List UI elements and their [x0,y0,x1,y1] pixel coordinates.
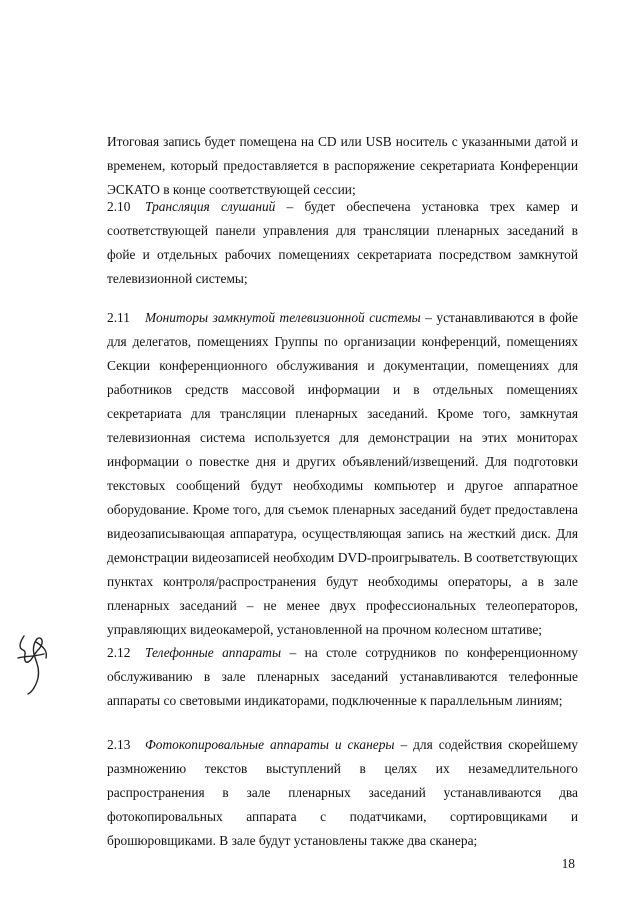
intro-paragraph [107,130,578,202]
paragraph-dash: – [275,199,305,214]
paragraph-body: на столе сотрудников по конференционному обслуживанию в зале пленарных заседаний устанавливаются телефонные аппараты со световыми индикаторами, подключенные к параллельным линиям; [107,645,579,708]
paragraph-body: будет обеспечена установка трех камер и соответствующей панели управления для трансляции пленарных заседаний в фойе и отдельных рабочих помещениях секретариата посредством замкнутой телевизионной системы; [107,199,578,286]
paragraph-2-13 [107,733,578,853]
paragraph-dash: – [420,310,437,325]
paragraph-title: Фотокопировальные аппараты и сканеры [145,737,395,752]
paragraph-title: Трансляция слушаний [145,199,276,214]
paragraph-number: 2.12 [107,645,131,660]
paragraph-title: Телефонные аппараты [145,645,282,660]
intro-text: Итоговая запись будет помещена на CD или USB носитель с указанными датой и временем, который предоставляется в распоряжение секретариата Конференции ЭСКАТО в конце соответствующей сессии; [107,134,578,197]
paragraph-number: 2.10 [107,199,131,214]
paragraph-body: устанавливаются в фойе для делегатов, помещениях Группы по организации конференций, помещениях Секции конференционного обслуживания и документации, помещениях для работников средств массовой информации и в отдельных помещениях секретариата для трансляции пленарных заседаний. Кроме того, замкнутая телевизионная система используется для демонстрации на этих мониторах информации о повестке дня и других объявлений/извещений. Для подготовки текстовых сообщений будут необходимы компьютер и другое аппаратное оборудование. Кроме того, для съемок пленарных заседаний будет предоставлена видеозаписывающая аппаратура, осуществляющая запись на жесткий диск. Для демонстрации видеозаписей необходим DVD-проигрыватель. В соответствующих пунктах контроля/распространения будут необходимы операторы, а в зале пленарных заседаний – не менее двух профессиональных телеоператоров, управляющих видеокамерой, установленной на прочном колесном штативе; [107,310,578,637]
paragraph-dash: – [281,645,305,660]
paragraph-title: Мониторы замкнутой телевизионной системы [145,310,421,325]
paragraph-number: 2.11 [107,310,130,325]
paragraph-number: 2.13 [107,737,131,752]
paragraph-2-12 [107,641,578,713]
page-number: 18 [561,856,575,871]
paragraph-2-11 [107,306,578,642]
paragraph-body: для содействия скорейшему размножению текстов выступлений в целях их незамедлительного распространения в зале пленарных заседаний устанавливаются два фотокопировальных аппарата с податчиками, сортировщиками и брошюровщиками. В зале будут установлены также два сканера; [107,737,578,848]
paragraph-dash: – [394,737,414,752]
handwritten-signature [14,628,54,698]
paragraph-2-10 [107,195,578,291]
